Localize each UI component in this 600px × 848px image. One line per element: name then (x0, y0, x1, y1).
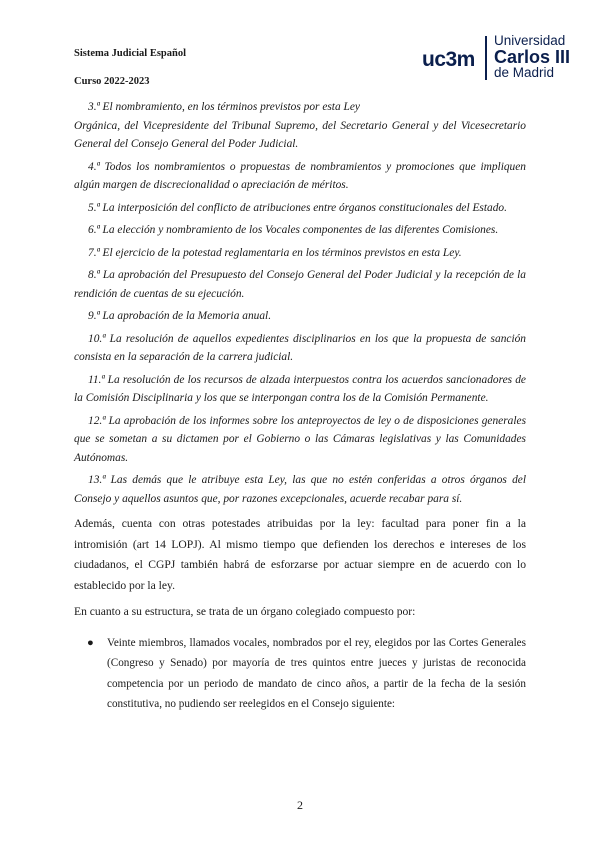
paragraph-powers: Además, cuenta con otras potestades atribuidas por la ley: facultad para poner fin a la intromisión (art 14 LOPJ). Al mismo tiempo que defienden los derechos e intereses de los ciudadanos, el CGPJ también habrá de esforzarse por actuar siempre en de acuerdo con lo establecido por la ley. (74, 517, 526, 592)
list-item-10: 10.ª La resolución de aquellos expedientes disciplinarios en los que la propuesta de sanción consista en la separación de la carrera judicial. (74, 332, 526, 363)
list-item-7: 7.ª El ejercicio de la potestad reglamentaria en los términos previstos en esta Ley. (88, 246, 462, 259)
logo-uc3m-text: uc3m (422, 48, 475, 71)
university-logo (422, 34, 582, 84)
logo-madrid: de Madrid (494, 65, 555, 80)
list-item-5: 5.ª La interposición del conflicto de atribuciones entre órganos constitucionales del Estado. (88, 201, 507, 214)
list-item-3-rest: Orgánica, del Vicepresidente del Tribunal Supremo, del Secretario General y del Vicesecretario General del Consejo General del Poder Judicial. (74, 119, 526, 150)
paragraph-structure: En cuanto a su estructura, se trata de un órgano colegiado compuesto por: (74, 605, 416, 618)
logo-university-name (494, 34, 570, 80)
page-number: 2 (297, 798, 303, 812)
bullet-text: Veinte miembros, llamados vocales, nombrados por el rey, elegidos por las Cortes Generales (Congreso y Senado) por mayoría de tres quintos entre jueces y juristas de reconocida competencia por un periodo de mandato de cinco años, a partir de la fecha de la sesión constitutiva, no pudiendo ser reelegidos en el Consejo siguiente: (107, 636, 526, 710)
logo-universidad: Universidad (494, 33, 566, 48)
bullet-dot-icon: ● (87, 636, 94, 649)
list-item-13: 13.ª Las demás que le atribuye esta Ley, las que no estén conferidas a otros órganos del Consejo y aquellos asuntos que, por razones excepcionales, acuerde recabar para sí. (74, 474, 526, 505)
list-item-4: 4.ª Todos los nombramientos o propuestas de nombramientos y promociones que impliquen algún margen de discrecionalidad o apreciación de méritos. (74, 160, 526, 191)
list-item-11: 11.ª La resolución de los recursos de alzada interpuestos contra los acuerdos sancionadores de la Comisión Disciplinaria y los que se interpongan contra los de la Comisión Permanente. (74, 373, 526, 404)
bullet-item (74, 633, 526, 715)
list-item-3-line1: 3.ª El nombramiento, en los términos previstos por esta Ley (88, 101, 360, 113)
header-course: Curso 2022-2023 (74, 76, 150, 87)
list-item-9: 9.ª La aprobación de la Memoria anual. (88, 310, 272, 322)
logo-divider (485, 36, 487, 80)
list-item-6: 6.ª La elección y nombramiento de los Vocales componentes de las diferentes Comisiones. (88, 224, 499, 236)
list-item-12: 12.ª La aprobación de los informes sobre los anteproyectos de ley o de disposiciones generales que se sometan a su dictamen por el Gobierno o las Cámaras legislativas y las Comunidades Autónomas. (74, 414, 526, 464)
list-item-3 (74, 98, 526, 154)
header-title: Sistema Judicial Español (74, 48, 187, 59)
document-body (74, 98, 526, 715)
list-item-8: 8.ª La aprobación del Presupuesto del Consejo General del Poder Judicial y la recepción de la rendición de cuentas de su ejecución. (74, 269, 526, 300)
logo-carlos: Carlos III (494, 47, 571, 67)
